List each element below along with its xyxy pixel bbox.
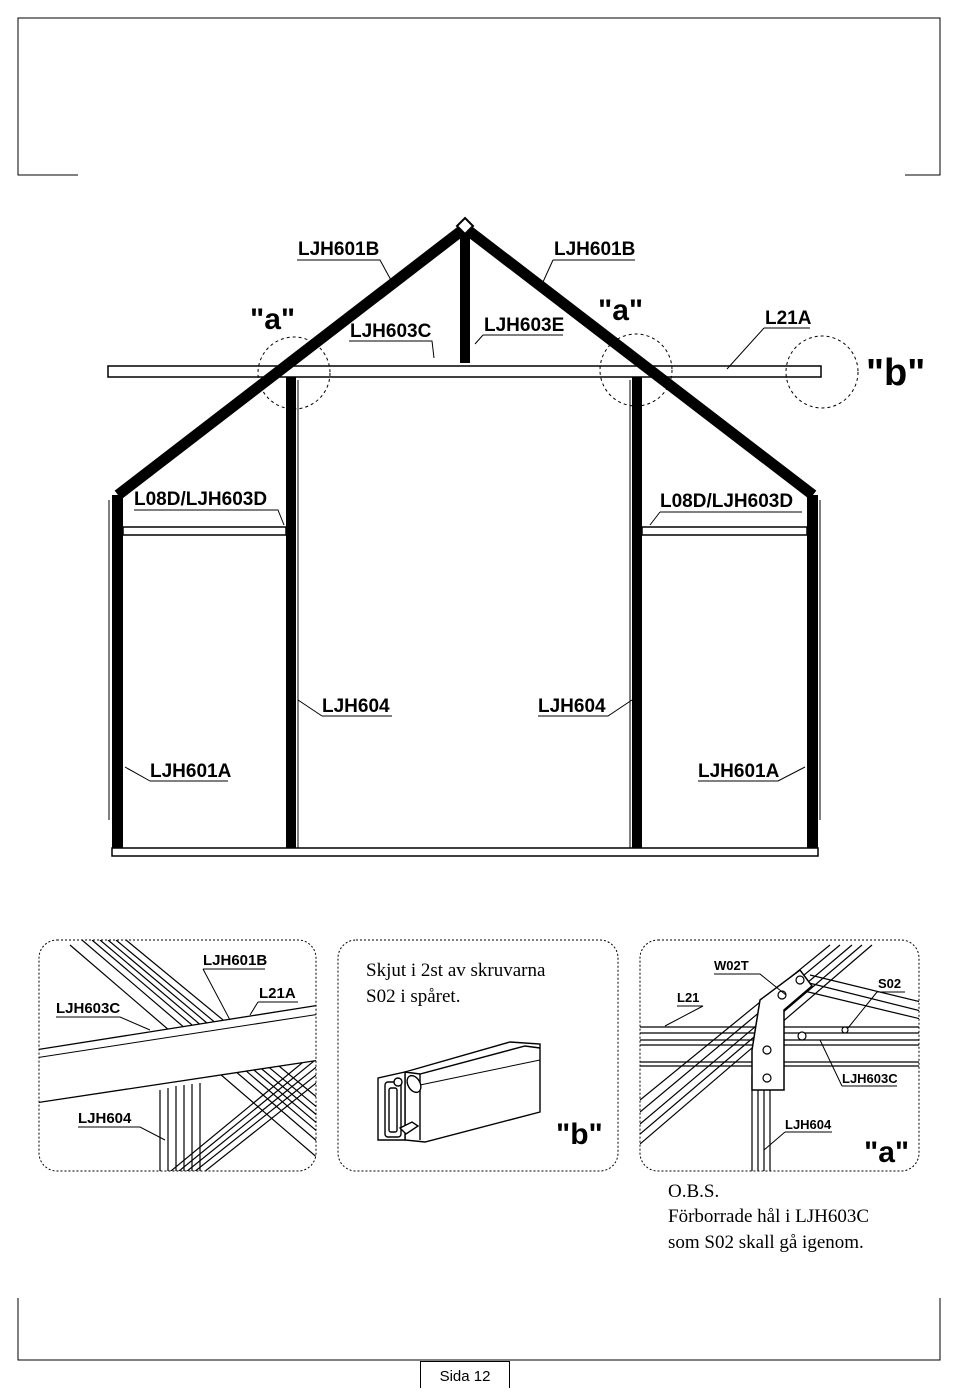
detail-b-instruction-line1: Skjut i 2st av skruvarna — [366, 960, 546, 981]
detail-a-label-ljh603c: LJH603C — [56, 1000, 121, 1017]
label-a-center: "a" — [598, 294, 644, 327]
label-l21a: L21A — [765, 308, 812, 329]
detail-c-label-s02: S02 — [878, 976, 902, 991]
label-ljh601b-left: LJH601B — [298, 239, 380, 260]
ridge-post — [460, 228, 470, 363]
detail-c-label-w02t: W02T — [714, 958, 749, 973]
right-corner-post — [807, 495, 818, 855]
label-ljh601a-left: LJH601A — [150, 761, 232, 782]
label-ljh601a-right: LJH601A — [698, 761, 780, 782]
detail-a-label-l21a: L21A — [259, 985, 296, 1002]
gable-frame-drawing — [108, 218, 925, 856]
detail-b-instruction-line2: S02 i spåret. — [366, 986, 461, 1007]
label-ljh604-left: LJH604 — [322, 696, 390, 717]
detail-c-label-a: "a" — [864, 1136, 910, 1169]
label-ljh604-right: LJH604 — [538, 696, 606, 717]
note-line1: O.B.S. — [668, 1181, 720, 1202]
bottom-frame — [18, 1298, 940, 1360]
right-side-bar — [642, 527, 807, 535]
left-corner-post — [112, 495, 123, 855]
detail-panel-a — [35, 940, 330, 1180]
label-l08d-right: L08D/LJH603D — [660, 491, 794, 512]
detail-panel-b — [338, 940, 618, 1171]
detail-b-label-b: "b" — [556, 1118, 603, 1151]
bottom-sill — [112, 848, 818, 856]
door-post-left — [286, 377, 296, 853]
label-ljh603e: LJH603E — [484, 315, 565, 336]
detail-c-label-l21: L21 — [677, 990, 700, 1005]
top-frame — [18, 18, 940, 175]
door-post-right — [632, 377, 642, 853]
extrusion-profile — [378, 1042, 540, 1142]
page-number: Sida 12 — [420, 1361, 510, 1388]
label-ljh601b-right: LJH601B — [554, 239, 636, 260]
l21a-beam — [108, 366, 821, 377]
note-line3: som S02 skall gå igenom. — [668, 1232, 864, 1253]
label-b-right: "b" — [866, 352, 926, 394]
detail-c-label-ljh603c: LJH603C — [842, 1071, 898, 1086]
detail-a-label-ljh604: LJH604 — [78, 1110, 132, 1127]
label-l08d-left: L08D/LJH603D — [134, 489, 268, 510]
detail-c-label-ljh604: LJH604 — [785, 1117, 832, 1132]
label-a-left: "a" — [250, 303, 296, 336]
note-line2: Förborrade hål i LJH603C — [668, 1206, 870, 1227]
obs-note — [668, 1181, 869, 1253]
detail-panel-c — [635, 940, 925, 1180]
detail-a-label-ljh601b: LJH601B — [203, 952, 268, 969]
label-ljh603c: LJH603C — [350, 321, 432, 342]
left-side-bar — [123, 527, 286, 535]
